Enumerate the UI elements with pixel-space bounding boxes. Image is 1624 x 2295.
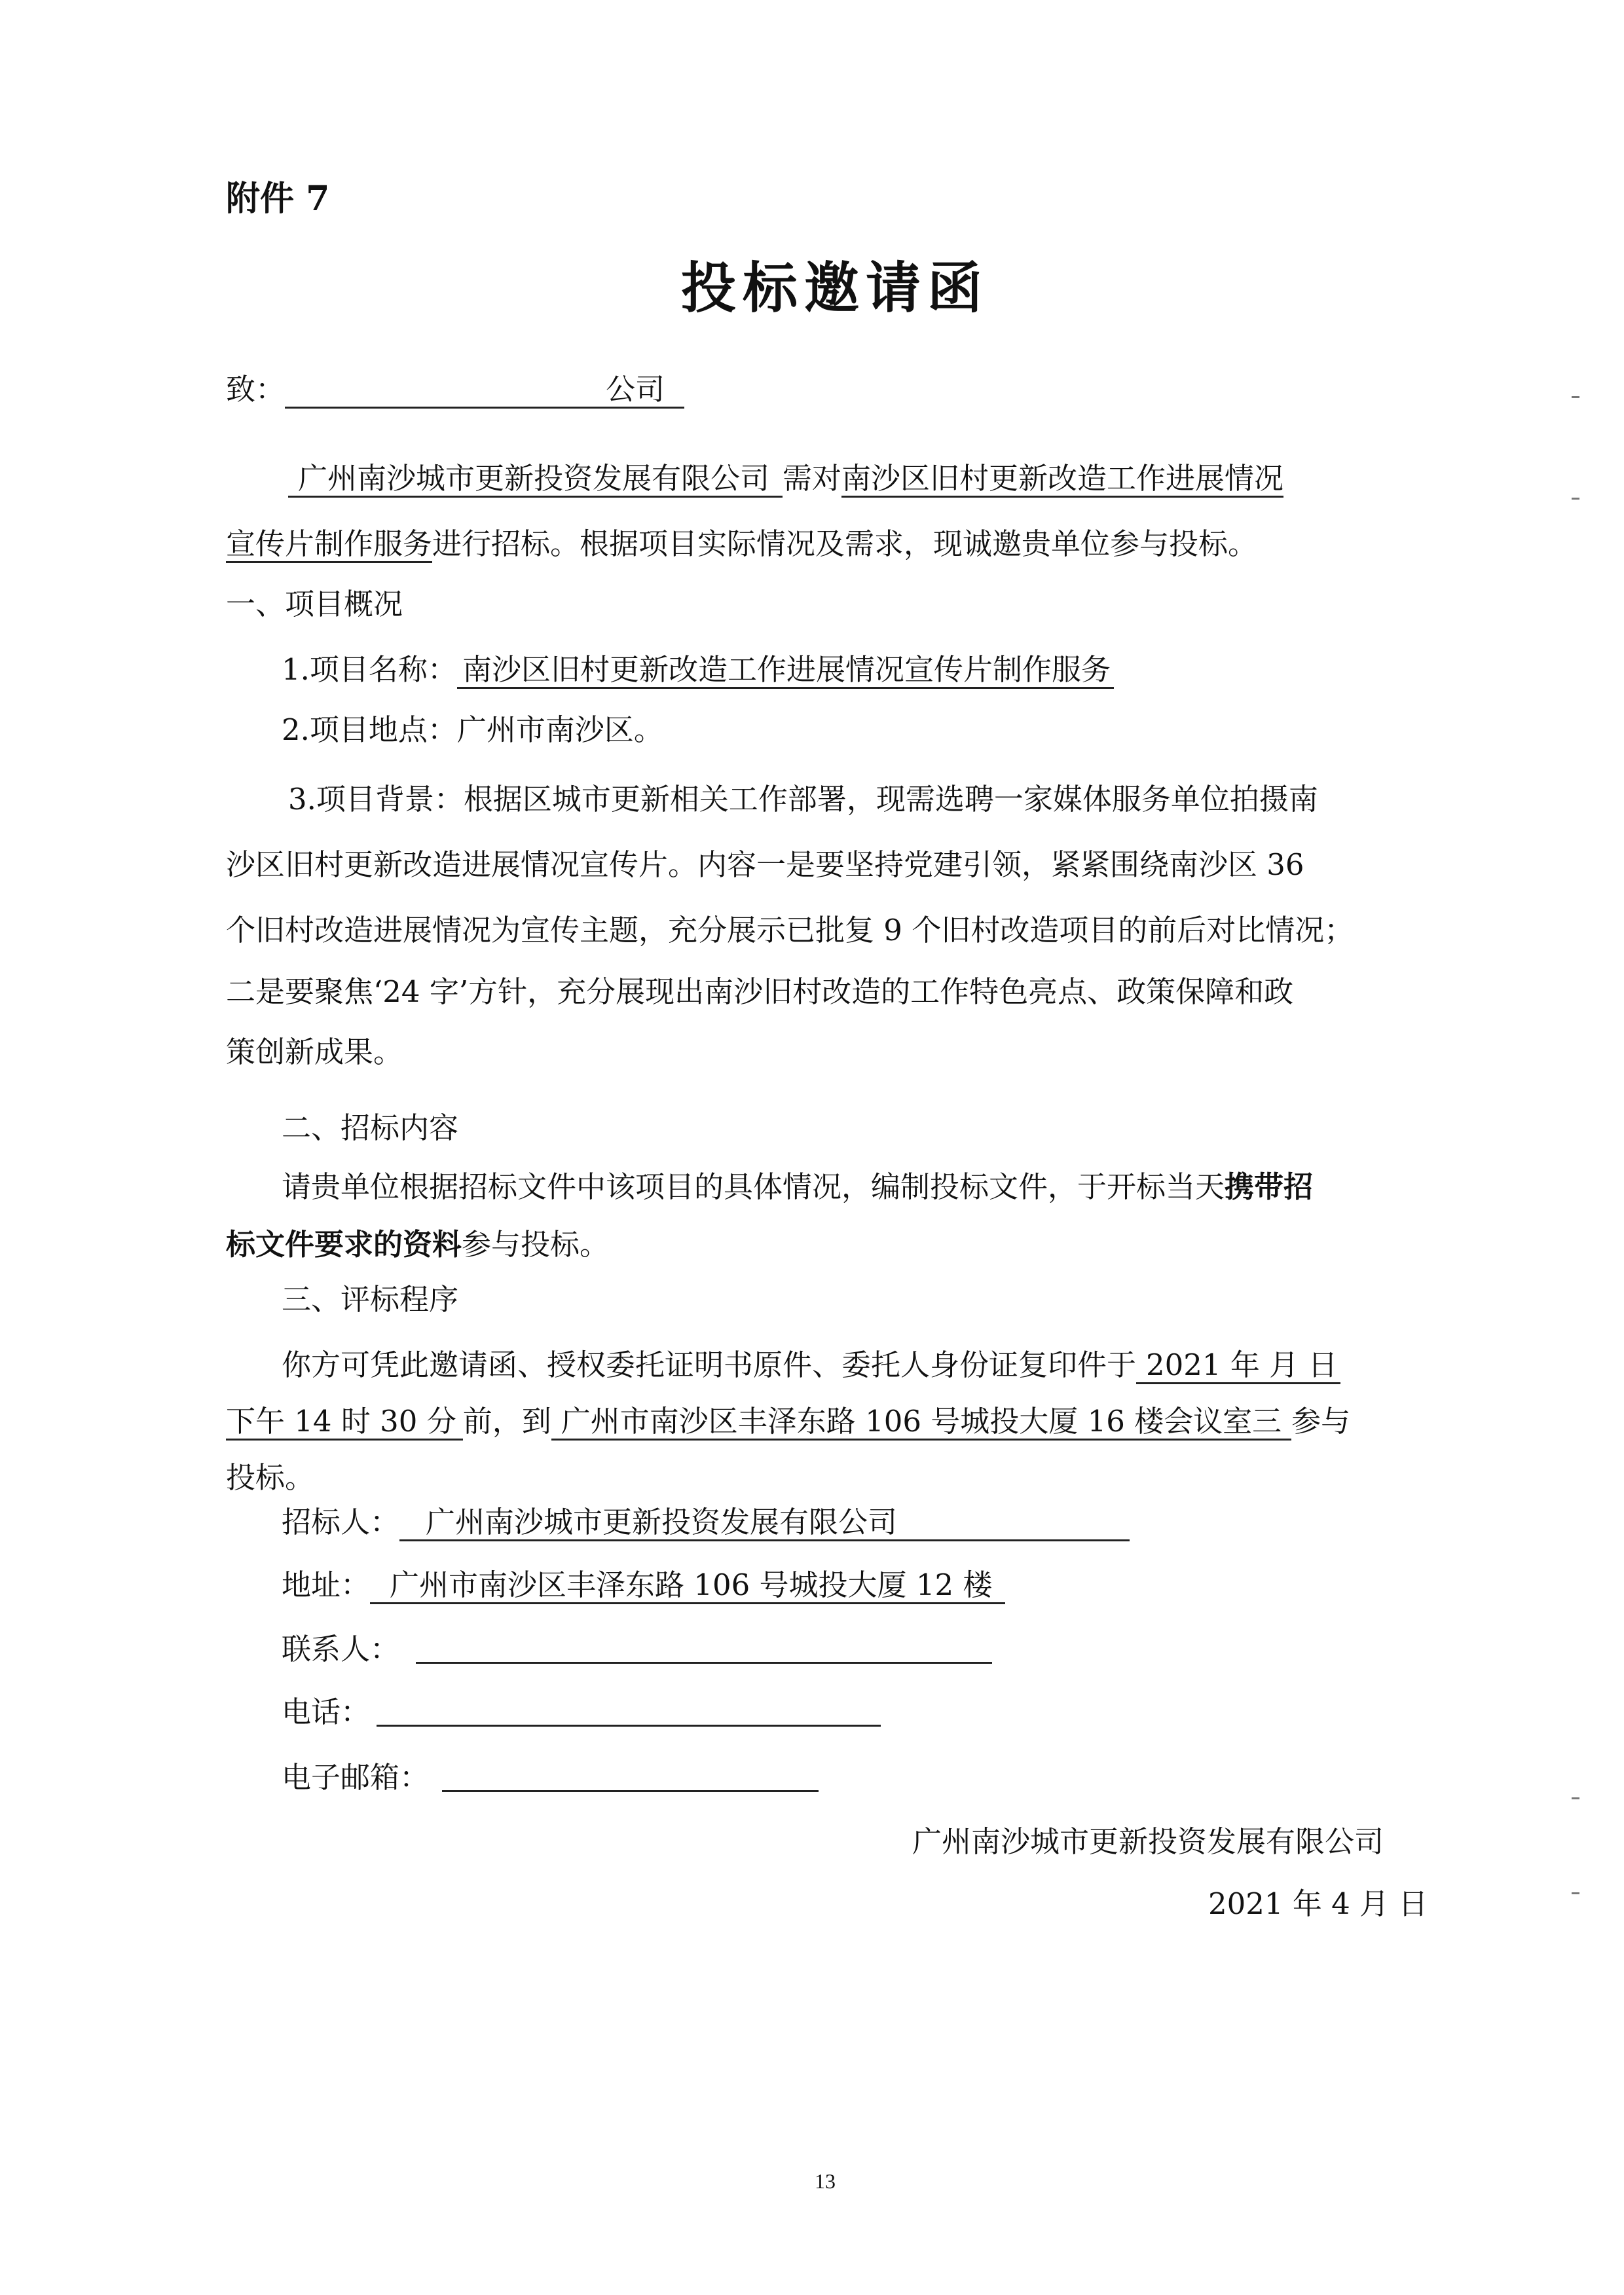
project-location: 2.项目地点：广州市南沙区。 [282,712,663,747]
email-line: 电子邮箱： [282,1760,819,1792]
email-blank [442,1760,819,1792]
issuer-name: 广州南沙城市更新投资发展有限公司 [288,464,783,498]
address-line: 地址： 广州市南沙区丰泽东路 106 号城投大厦 12 楼 [282,1570,1005,1604]
project-name-part1: 南沙区旧村更新改造工作进展情况 [841,464,1283,498]
signature-company: 广州南沙城市更新投资发展有限公司 [912,1824,1384,1859]
addressee-company: 公司 [285,375,684,409]
bid-place: 广州市南沙区丰泽东路 106 号城投大厦 16 楼会议室三 [551,1406,1291,1441]
background-line-3: 个旧村改造进展情况为宣传主题，充分展示已批复 9 个旧村改造项目的前后对比情况； [226,913,1354,947]
tenderer-value: 广州南沙城市更新投资发展有限公司 [399,1507,1130,1541]
address-value: 广州市南沙区丰泽东路 106 号城投大厦 12 楼 [370,1570,1005,1604]
background-line-1: 3.项目背景：根据区城市更新相关工作部署，现需选聘一家媒体服务单位拍摄南 [288,782,1318,817]
page-title: 投标邀请函 [681,255,989,320]
background-line-5: 策创新成果。 [226,1035,403,1069]
section2-line-1: 请贵单位根据招标文件中该项目的具体情况，编制投标文件，于开标当天携带招 [282,1169,1314,1204]
section3-heading: 三、评标程序 [282,1282,459,1317]
intro-line-1: 广州南沙城市更新投资发展有限公司 需对南沙区旧村更新改造工作进展情况 [288,464,1283,498]
section3-line-3: 投标。 [226,1460,315,1495]
page-number: 13 [815,2169,836,2193]
tenderer-line: 招标人： 广州南沙城市更新投资发展有限公司 [282,1507,1130,1541]
project-name-value: 南沙区旧村更新改造工作进展情况宣传片制作服务 [457,655,1114,689]
contact-person-blank [416,1632,992,1664]
section3-line-1: 你方可凭此邀请函、授权委托证明书原件、委托人身份证复印件于 2021 年 月 日 [282,1350,1340,1384]
background-line-2: 沙区旧村更新改造进展情况宣传片。内容一是要坚持党建引领，紧紧围绕南沙区 36 [226,847,1304,882]
signature-date: 2021 年 4 月 日 [1208,1886,1428,1921]
section2-heading: 二、招标内容 [282,1111,459,1145]
section2-line-2: 标文件要求的资料参与投标。 [226,1227,610,1262]
phone-line: 电话： [282,1695,881,1727]
scan-mark [1572,1797,1579,1799]
scan-mark [1572,396,1579,398]
scan-mark [1572,1892,1579,1894]
phone-blank [377,1695,881,1727]
addressee-label: 致： [226,372,286,407]
background-line-4: 二是要聚焦‘24 字’方针，充分展现出南沙旧村改造的工作特色亮点、政策保障和政 [226,974,1294,1009]
addressee-line [226,372,684,409]
project-name-part2: 宣传片制作服务 [226,529,432,563]
intro-line-2: 宣传片制作服务进行招标。根据项目实际情况及需求，现诚邀贵单位参与投标。 [226,529,1257,563]
bid-date: 2021 年 月 日 [1136,1350,1340,1384]
section1-heading: 一、项目概况 [226,587,403,621]
project-name-line: 1.项目名称： 南沙区旧村更新改造工作进展情况宣传片制作服务 [282,655,1114,689]
bid-time: 下午 14 时 30 分 [226,1406,463,1441]
section3-line-2: 下午 14 时 30 分 前，到 广州市南沙区丰泽东路 106 号城投大厦 16 楼会议室三 参与 [226,1406,1350,1441]
scan-mark [1572,498,1579,500]
contact-person-line: 联系人： [282,1632,992,1664]
attachment-label: 附件 7 [226,179,330,219]
